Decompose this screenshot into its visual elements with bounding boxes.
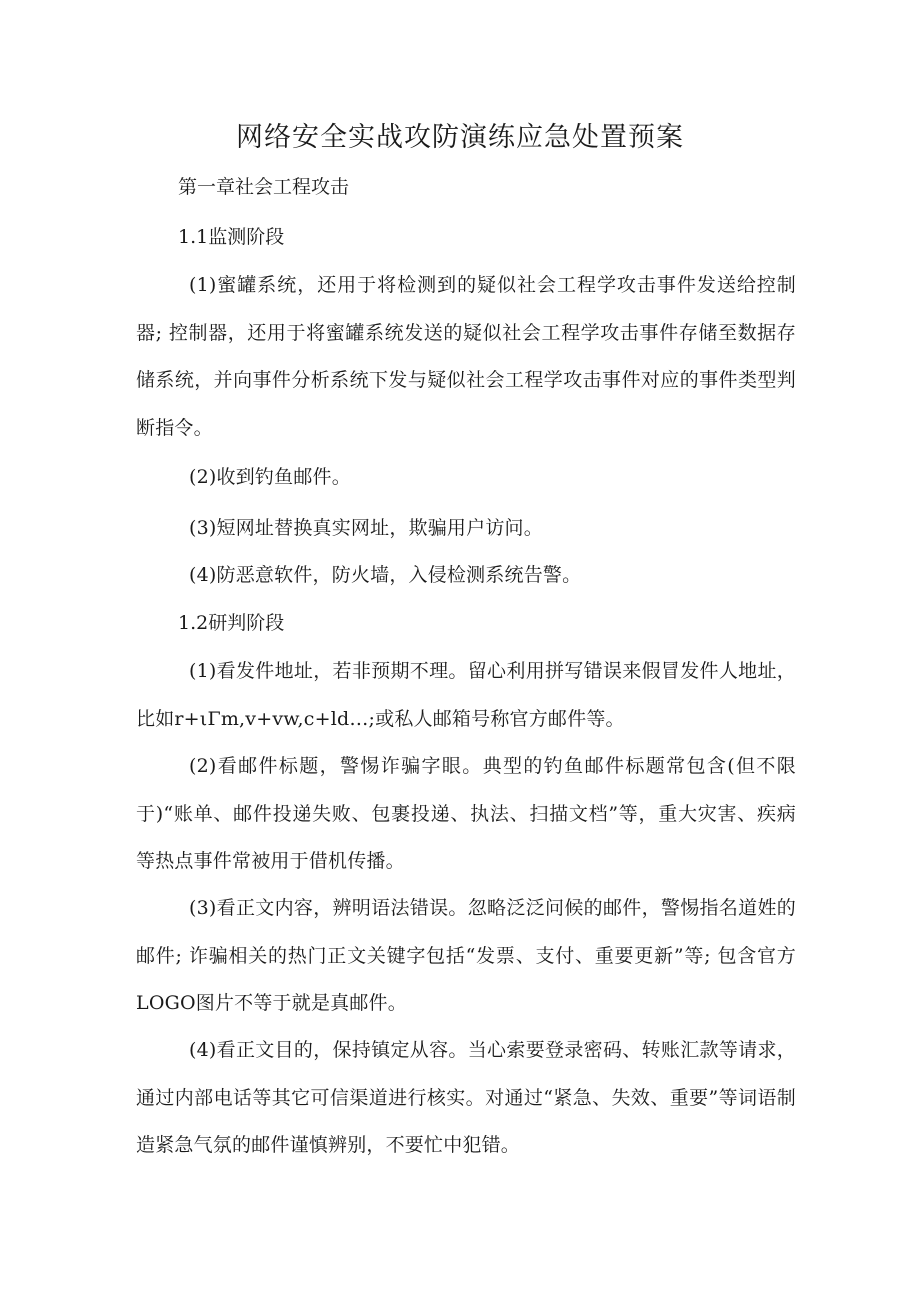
section-heading-analysis: 1.2研判阶段 <box>178 612 285 634</box>
paragraph-mail-purpose: (4)看正文目的，保持镇定从容。当心索要登录密码、转账汇款等请求，通过内部电话等其它可信渠道进行核实。对通过“紧急、失效、重要”等词语制造紧急气氛的邮件谨慎辨别，不要忙中犯错。 <box>136 1039 796 1156</box>
paragraph-short-url: (3)短网址替换真实网址，欺骗用户访问。 <box>189 517 543 539</box>
chapter-heading: 第一章社会工程攻击 <box>178 176 350 198</box>
paragraph-mail-subject: (2)看邮件标题，警惕诈骗字眼。典型的钓鱼邮件标题常包含(但不限于)“账单、邮件投递失败、包裹投递、执法、扫描文档”等，重大灾害、疾病等热点事件常被用于借机传播。 <box>136 755 796 872</box>
section-heading-monitoring: 1.1监测阶段 <box>178 226 285 248</box>
paragraph-phishing-mail: (2)收到钓鱼邮件。 <box>189 466 351 488</box>
paragraph-honeypot: (1)蜜罐系统，还用于将检测到的疑似社会工程学攻击事件发送给控制器; 控制器，还用于将蜜罐系统发送的疑似社会工程学攻击事件存储至数据存储系统，并向事件分析系统下发与疑似社会工程学攻击事件对应的事件类型判断指令。 <box>136 274 796 439</box>
paragraph-alerts: (4)防恶意软件，防火墙，入侵检测系统告警。 <box>189 564 582 586</box>
paragraph-mail-body: (3)看正文内容，辨明语法错误。忽略泛泛问候的邮件，警惕指名道姓的邮件; 诈骗相关的热门正文关键字包括“发票、支付、重要更新”等; 包含官方LOGO图片不等于就是真邮件。 <box>136 897 796 1014</box>
document-title: 网络安全实战攻防演练应急处置预案 <box>236 122 684 153</box>
paragraph-sender-address: (1)看发件地址，若非预期不理。留心利用拼写错误来假冒发件人地址，比如r+ιΓm,v+vw,c+ld…;或私人邮箱号称官方邮件等。 <box>136 660 796 730</box>
